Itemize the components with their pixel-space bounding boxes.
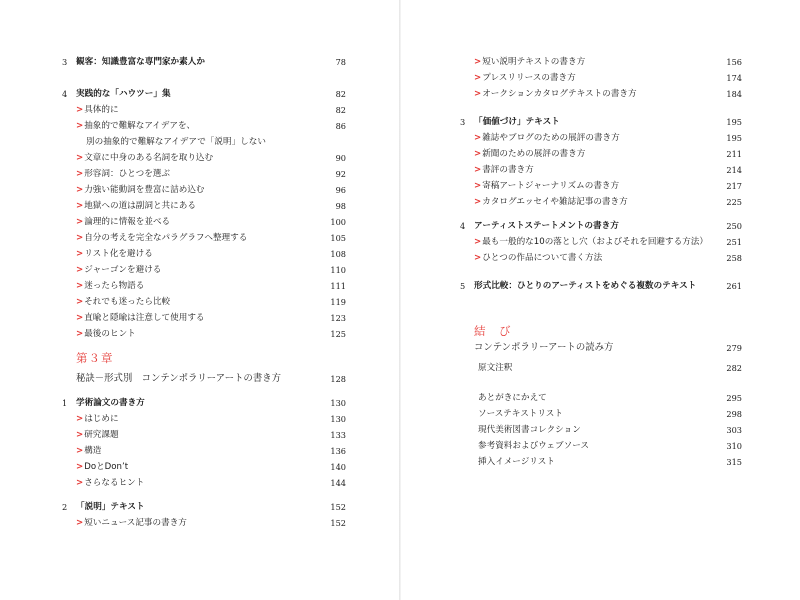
page-number: 140 <box>330 462 346 472</box>
toc-entry-text: 地獄への道は副詞と共にある <box>84 201 196 211</box>
toc-entry-text: 雑誌やブログのための展評の書き方 <box>482 133 620 143</box>
toc-entry-title <box>474 54 585 70</box>
toc-entry <box>62 214 346 230</box>
toc-entry-title: 挿入イメージリスト <box>478 457 555 467</box>
toc-entry <box>62 475 346 491</box>
page-number: 86 <box>335 121 346 131</box>
toc-entry-title <box>76 118 195 134</box>
toc-entry-text: 研究課題 <box>84 430 119 440</box>
toc-entry <box>460 130 742 146</box>
chapter-page-number: 128 <box>330 374 346 384</box>
toc-entry-title <box>76 182 205 198</box>
red-arrow-marker-icon: > <box>474 73 482 83</box>
red-arrow-marker-icon: > <box>76 518 84 528</box>
page-number: 108 <box>330 249 346 259</box>
toc-entry <box>460 162 742 178</box>
toc-entry-title <box>474 250 602 266</box>
toc-entry-title <box>76 459 128 475</box>
toc-entry-title <box>76 246 153 262</box>
page-number: 303 <box>726 425 742 435</box>
page-number: 250 <box>726 221 742 231</box>
red-arrow-marker-icon: > <box>76 478 84 488</box>
toc-entry <box>460 54 742 70</box>
toc-entry-text: 直喩と隠喩は注意して使用する <box>84 313 205 323</box>
toc-entry-title: 原文注釈 <box>478 363 513 373</box>
toc-entry-text: ジャーゴンを避ける <box>84 265 162 275</box>
toc-entry-text: 抽象的で難解なアイデアを、 <box>84 121 196 131</box>
red-arrow-marker-icon: > <box>76 446 84 456</box>
toc-entry <box>62 262 346 278</box>
toc-entry-title <box>474 178 619 194</box>
toc-entry-text: はじめに <box>84 414 119 424</box>
toc-entry-title <box>474 194 628 210</box>
toc-entry-title: 観客：知識豊富な専門家か素人か <box>76 57 205 67</box>
section-number: 4 <box>62 89 68 99</box>
page-number: 82 <box>335 105 346 115</box>
toc-entry-text: 最も一般的な10の落とし穴（およびそれを回避する方法） <box>482 237 708 247</box>
page-number: 133 <box>330 430 346 440</box>
toc-section-entry <box>62 54 346 70</box>
toc-entry-title: 学術論文の書き方 <box>76 398 145 408</box>
page-number: 195 <box>726 117 742 127</box>
toc-entry <box>62 427 346 443</box>
page-number: 295 <box>726 393 742 403</box>
page-number: 282 <box>726 363 742 373</box>
page-number: 214 <box>726 165 742 175</box>
red-arrow-marker-icon: > <box>76 185 84 195</box>
toc-entry <box>62 246 346 262</box>
conclusion-title-text: コンテンポラリーアートの読み方 <box>474 342 614 353</box>
page-number: 136 <box>330 446 346 456</box>
red-arrow-marker-icon: > <box>76 169 84 179</box>
toc-entry <box>460 422 742 438</box>
toc-entry-text: 最後のヒント <box>84 329 136 339</box>
toc-entry <box>460 146 742 162</box>
page-number: 144 <box>330 478 346 488</box>
page-number: 105 <box>330 233 346 243</box>
red-arrow-marker-icon: > <box>76 313 84 323</box>
toc-entry <box>460 178 742 194</box>
toc-entry <box>62 294 346 310</box>
toc-entry-title: アーティストステートメントの書き方 <box>474 221 619 231</box>
page-number: 184 <box>726 89 742 99</box>
page-number: 111 <box>330 281 346 291</box>
toc-entry-title <box>474 130 620 146</box>
toc-entry-title <box>76 278 144 294</box>
page-number: 123 <box>330 313 346 323</box>
page-number: 90 <box>335 153 346 163</box>
toc-entry-text: 文章に中身のある名詞を取り込む <box>84 153 214 163</box>
conclusion-page-number: 279 <box>726 343 742 353</box>
toc-entry <box>62 134 346 150</box>
page-number: 125 <box>330 329 346 339</box>
toc-entry-text: 書評の書き方 <box>482 165 534 175</box>
page-number: 315 <box>726 457 742 467</box>
toc-entry <box>460 194 742 210</box>
chapter-title <box>76 371 346 387</box>
page-number: 100 <box>330 217 346 227</box>
toc-entry-title <box>474 146 585 162</box>
conclusion-label: 結 び <box>474 324 512 338</box>
toc-entry-title <box>76 326 136 342</box>
toc-entry-text: DoとDon’t <box>84 462 129 472</box>
toc-entry-title: 「価値づけ」テキスト <box>474 117 560 127</box>
toc-entry-title: 「説明」テキスト <box>76 502 145 512</box>
red-arrow-marker-icon: > <box>76 281 84 291</box>
toc-entry-title <box>76 310 205 326</box>
toc-entry-title: 参考資料およびウェブソース <box>478 441 589 451</box>
toc-section-entry <box>460 278 742 294</box>
toc-entry <box>62 230 346 246</box>
page-number: 130 <box>330 414 346 424</box>
section-number: 1 <box>62 398 68 408</box>
toc-entry-text: 構造 <box>84 446 102 456</box>
toc-entry <box>460 360 742 376</box>
red-arrow-marker-icon: > <box>76 217 84 227</box>
red-arrow-marker-icon: > <box>76 297 84 307</box>
toc-entry-title <box>76 102 119 118</box>
toc-entry <box>62 182 346 198</box>
toc-section-entry <box>62 395 346 411</box>
toc-section-entry <box>62 499 346 515</box>
toc-entry <box>460 234 742 250</box>
toc-entry-text: カタログエッセイや雑誌記事の書き方 <box>482 197 628 207</box>
toc-entry <box>460 250 742 266</box>
toc-entry-title <box>76 214 170 230</box>
page-number: 110 <box>330 265 346 275</box>
toc-entry <box>62 411 346 427</box>
toc-entry-title <box>76 475 144 491</box>
toc-entry-title <box>474 86 637 102</box>
toc-entry <box>62 118 346 134</box>
toc-section-entry <box>460 114 742 130</box>
page-number: 225 <box>726 197 742 207</box>
toc-entry <box>62 459 346 475</box>
toc-section-entry <box>460 218 742 234</box>
toc-entry <box>62 515 346 531</box>
page-number: 156 <box>726 57 742 67</box>
toc-entry-title: 実践的な「ハウツー」集 <box>76 89 171 99</box>
toc-section-entry <box>62 86 346 102</box>
red-arrow-marker-icon: > <box>474 149 482 159</box>
toc-entry <box>62 310 346 326</box>
section-number: 3 <box>62 57 68 67</box>
page-number: 195 <box>726 133 742 143</box>
toc-entry-text: 自分の考えを完全なパラグラフへ整理する <box>84 233 248 243</box>
toc-entry-title <box>76 515 187 531</box>
page-number: 261 <box>726 281 742 291</box>
page-gutter <box>399 0 401 600</box>
chapter-title-text: 秘訣－形式別 コンテンポラリーアートの書き方 <box>76 373 282 384</box>
toc-entry-text: さらなるヒント <box>84 478 145 488</box>
toc-entry-title: ソーステキストリスト <box>478 409 563 419</box>
toc-entry-text: 力強い能動詞を豊富に詰め込む <box>84 185 205 195</box>
section-number: 2 <box>62 502 68 512</box>
red-arrow-marker-icon: > <box>76 249 84 259</box>
toc-entry-text: リスト化を避ける <box>84 249 153 259</box>
page-number: 78 <box>335 57 346 67</box>
toc-entry-text: 論理的に情報を並べる <box>84 217 171 227</box>
page-number: 152 <box>330 518 346 528</box>
page-number: 98 <box>335 201 346 211</box>
red-arrow-marker-icon: > <box>76 265 84 275</box>
toc-entry-text: 具体的に <box>84 105 119 115</box>
red-arrow-marker-icon: > <box>474 57 482 67</box>
red-arrow-marker-icon: > <box>76 414 84 424</box>
red-arrow-marker-icon: > <box>474 89 482 99</box>
toc-entry-title <box>76 294 170 310</box>
toc-entry-text: それでも迷ったら比較 <box>84 297 171 307</box>
page-number: 174 <box>726 73 742 83</box>
toc-entry-text: オークションカタログテキストの書き方 <box>482 89 637 99</box>
red-arrow-marker-icon: > <box>76 105 84 115</box>
toc-entry-title: 別の抽象的で難解なアイデアで「説明」しない <box>86 137 266 147</box>
page-number: 119 <box>330 297 346 307</box>
toc-entry-text: 形容詞：ひとつを選ぶ <box>84 169 170 179</box>
red-arrow-marker-icon: > <box>76 153 84 163</box>
toc-entry <box>62 166 346 182</box>
toc-entry <box>460 438 742 454</box>
red-arrow-marker-icon: > <box>474 237 482 247</box>
toc-entry <box>460 70 742 86</box>
toc-entry-title <box>474 162 534 178</box>
red-arrow-marker-icon: > <box>474 253 482 263</box>
toc-entry-text: 新聞のための展評の書き方 <box>482 149 586 159</box>
red-arrow-marker-icon: > <box>474 197 482 207</box>
page-number: 298 <box>726 409 742 419</box>
page-number: 310 <box>726 441 742 451</box>
red-arrow-marker-icon: > <box>474 133 482 143</box>
toc-entry-text: 短いニュース記事の書き方 <box>84 518 187 528</box>
section-number: 3 <box>460 117 466 127</box>
chapter-label: 第３章 <box>76 351 114 365</box>
toc-entry-title: 形式比較：ひとりのアーティストをめぐる複数のテキスト <box>474 281 697 291</box>
toc-entry <box>62 198 346 214</box>
toc-entry <box>460 86 742 102</box>
toc-entry-title: 現代美術図書コレクション <box>478 425 581 435</box>
toc-entry-text: プレスリリースの書き方 <box>482 73 576 83</box>
page-number: 92 <box>335 169 346 179</box>
page-number: 82 <box>335 89 346 99</box>
toc-entry <box>460 390 742 406</box>
toc-entry-title <box>76 230 247 246</box>
page-number: 130 <box>330 398 346 408</box>
toc-entry-text: 寄稿アートジャーナリズムの書き方 <box>482 181 620 191</box>
toc-entry <box>460 454 742 470</box>
toc-entry <box>62 326 346 342</box>
page-number: 258 <box>726 253 742 263</box>
page-number: 211 <box>726 149 742 159</box>
toc-entry-title <box>76 166 170 182</box>
toc-entry-title <box>474 70 576 86</box>
section-number: 5 <box>460 281 466 291</box>
toc-entry-title <box>76 427 119 443</box>
page-number: 217 <box>726 181 742 191</box>
red-arrow-marker-icon: > <box>474 165 482 175</box>
toc-entry-title <box>474 234 708 250</box>
toc-entry-text: ひとつの作品について書く方法 <box>482 253 603 263</box>
toc-entry <box>62 278 346 294</box>
page-number: 96 <box>335 185 346 195</box>
toc-entry <box>62 150 346 166</box>
toc-entry-text: 短い説明テキストの書き方 <box>482 57 586 67</box>
page-number: 251 <box>726 237 742 247</box>
red-arrow-marker-icon: > <box>76 462 84 472</box>
red-arrow-marker-icon: > <box>474 181 482 191</box>
toc-entry-title <box>76 262 161 278</box>
red-arrow-marker-icon: > <box>76 329 84 339</box>
red-arrow-marker-icon: > <box>76 430 84 440</box>
toc-entry <box>460 406 742 422</box>
toc-entry-title <box>76 411 119 427</box>
toc-entry <box>62 443 346 459</box>
toc-entry-text: 迷ったら物語る <box>84 281 145 291</box>
red-arrow-marker-icon: > <box>76 201 84 211</box>
page-number: 152 <box>330 502 346 512</box>
red-arrow-marker-icon: > <box>76 121 84 131</box>
toc-entry <box>62 102 346 118</box>
toc-entry-title <box>76 150 213 166</box>
toc-entry-title <box>76 443 101 459</box>
toc-entry-title <box>76 198 196 214</box>
red-arrow-marker-icon: > <box>76 233 84 243</box>
toc-entry-title: あとがきにかえて <box>478 393 547 403</box>
section-number: 4 <box>460 221 466 231</box>
conclusion-title <box>474 340 742 356</box>
